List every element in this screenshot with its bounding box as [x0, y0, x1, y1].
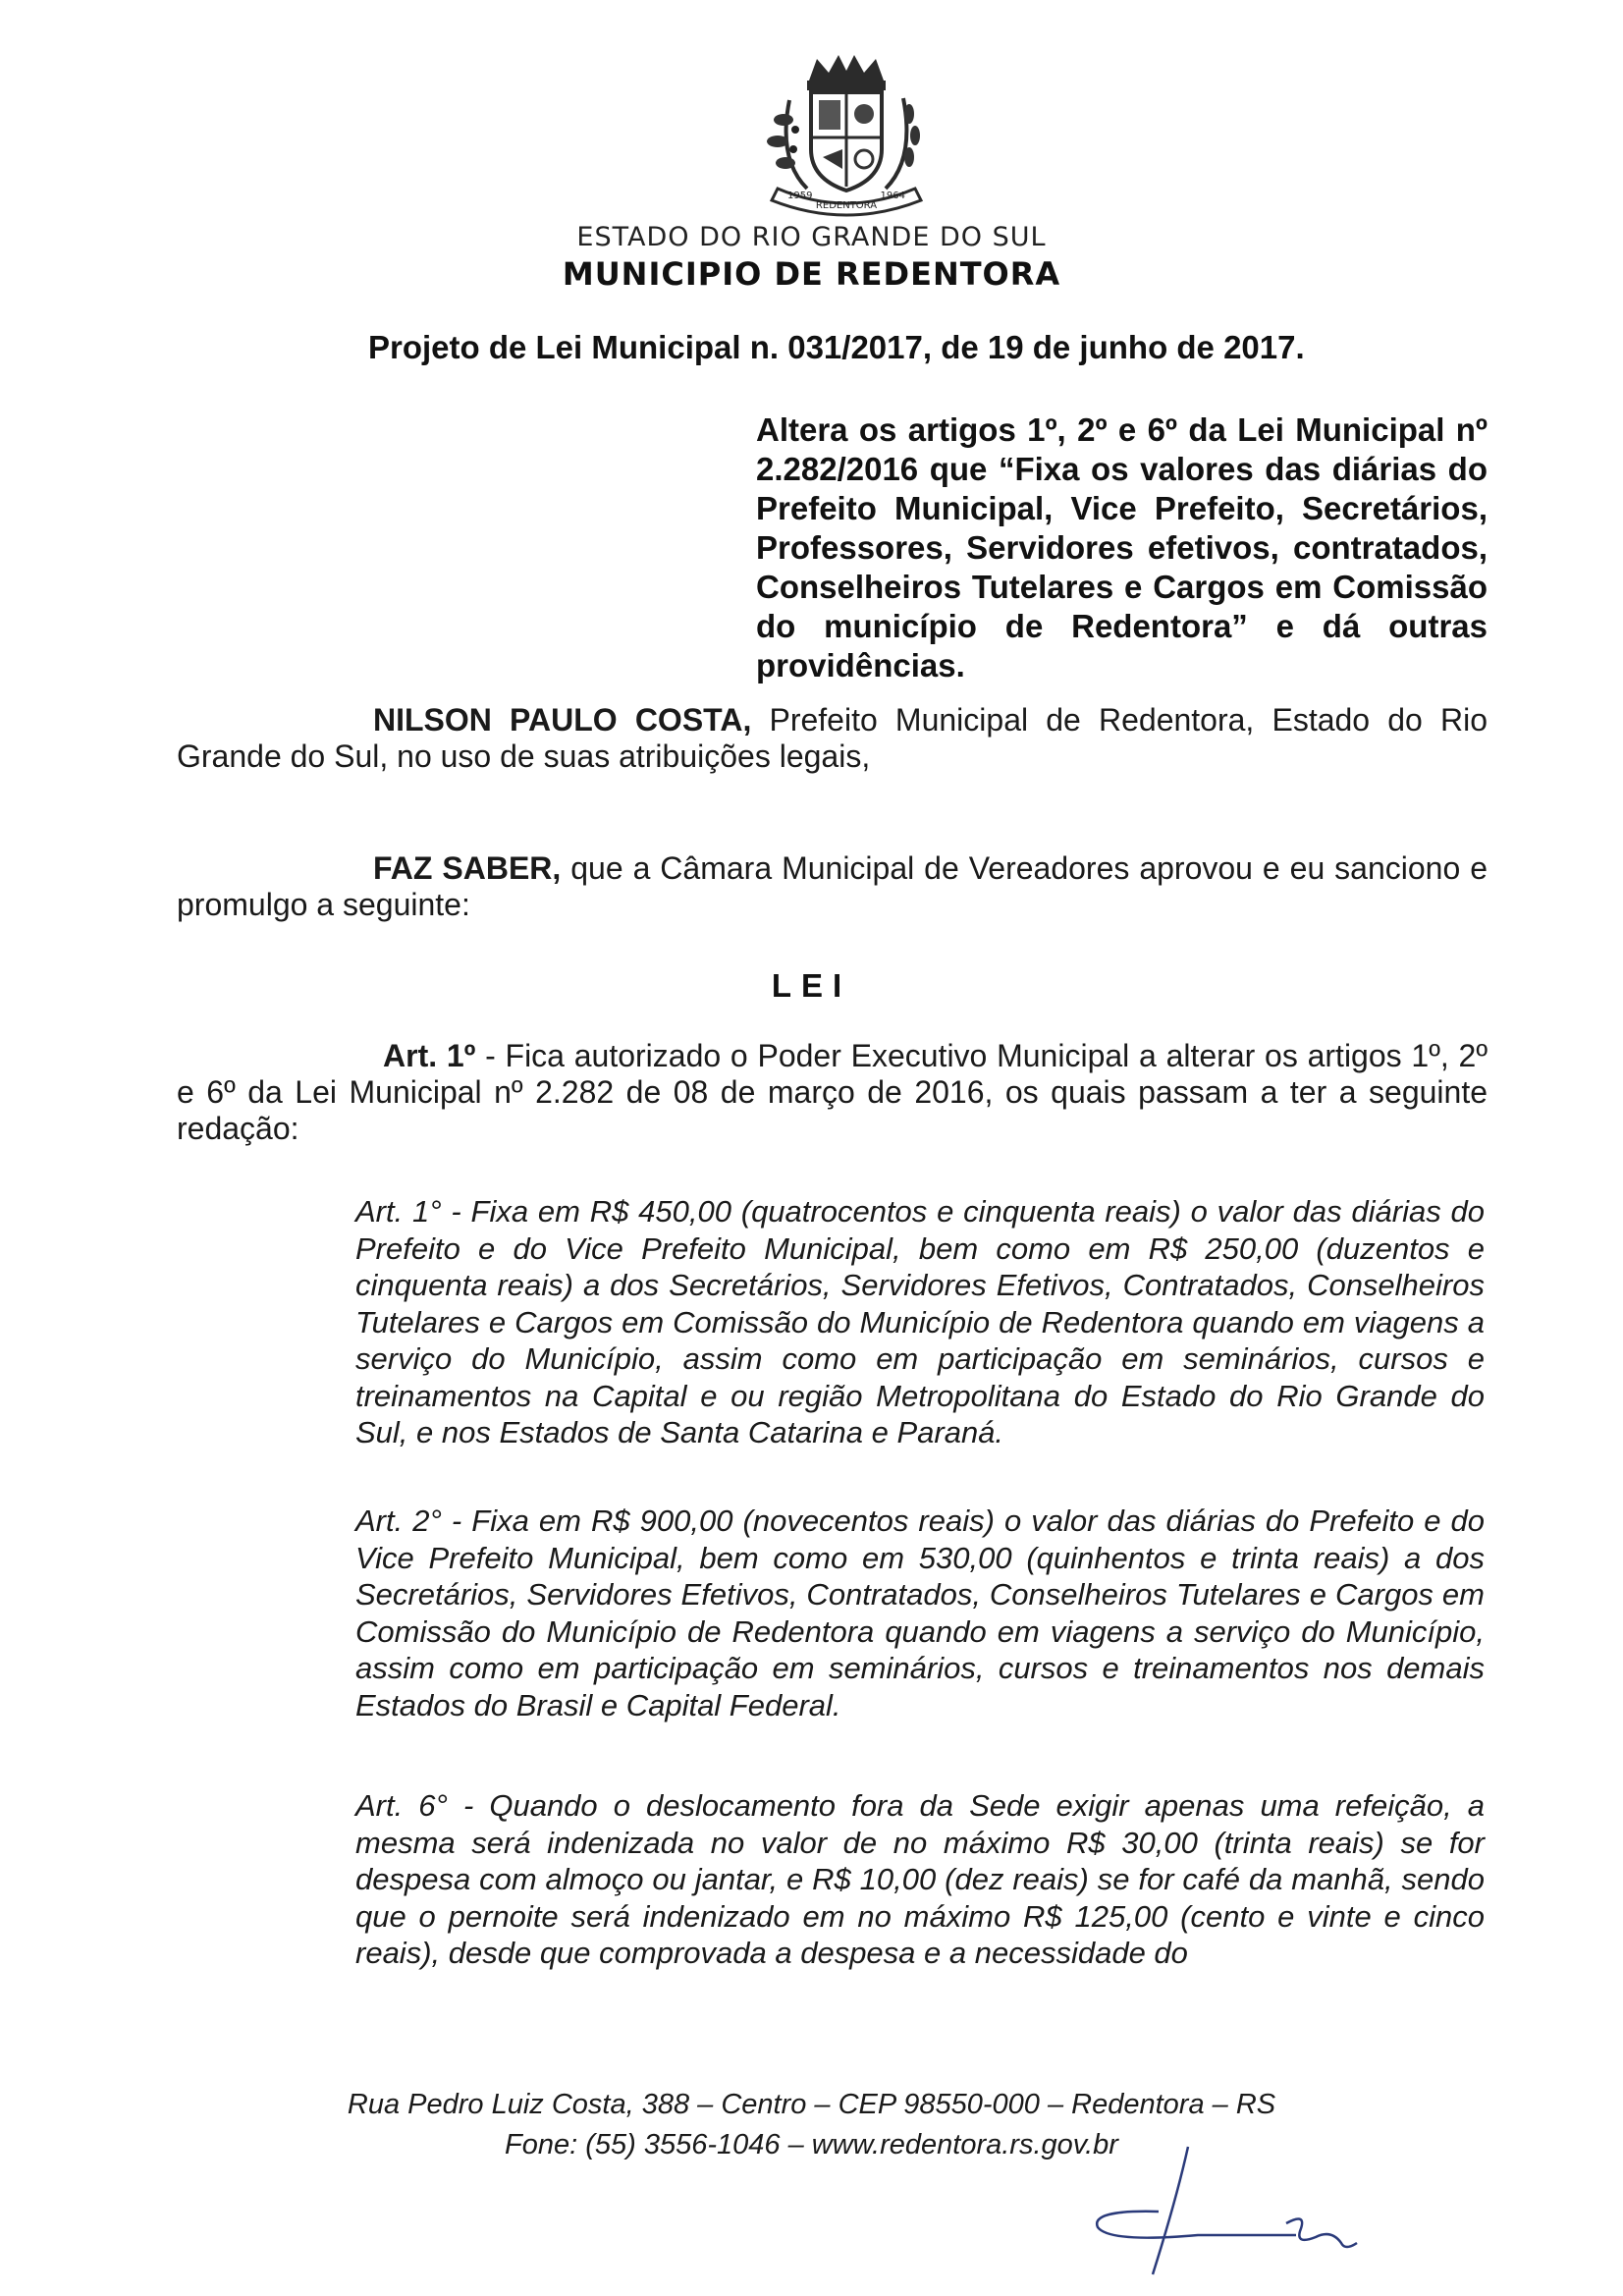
crest-year-left: 1959 [787, 191, 813, 201]
footer-address: Rua Pedro Luiz Costa, 388 – Centro – CEP 98550-000 – Redentora – RS [347, 2089, 1276, 2120]
preamble-text: Prefeito Municipal de Redentora, Estado do Rio Grande do Sul, no uso de suas atribuições legais, [177, 702, 1488, 774]
crest-year-right: 1964 [880, 191, 905, 201]
article-1-paragraph [177, 1038, 1488, 1147]
signature-mark [1051, 2141, 1375, 2288]
quoted-article-6: Art. 6° - Quando o deslocamento fora da Sede exigir apenas uma refeição, a mesma será indenizada no valor de no máximo R$ 30,00 (trinta reais) se for despesa com almoço ou jantar, e R$ 10,00 (dez reais) se for café da manhã, sendo que o pernoite será indenizado em no máximo R$ 125,00 (cento e vinte e cinco reais), desde que comprovada a despesa e a necessidade do [355, 1788, 1485, 1970]
quoted-article-2: Art. 2° - Fixa em R$ 900,00 (novecentos reais) o valor das diárias do Prefeito e do Vice Prefeito Municipal, bem como em 530,00 (quinhentos e trinta reais) a dos Secretários, Servidores Efetivos, Contratados, Conselheiros Tutelares e Cargos em Comissão do Município de Redentora quando em viagens a serviço do Município, assim como em participação em seminários, cursos e treinamentos nos demais Estados do Brasil e Capital Federal. [355, 1503, 1485, 1722]
footer-contact: Fone: (55) 3556-1046 – www.redentora.rs.gov.br [505, 2129, 1118, 2160]
law-heading: LEI [771, 967, 852, 1004]
municipality-name: MUNICIPIO DE REDENTORA [562, 255, 1061, 293]
crest-ribbon-text: REDENTORA [815, 200, 878, 211]
faz-saber-text: que a Câmara Municipal de Vereadores aprovou e eu sanciono e promulgo a seguinte: [177, 850, 1488, 922]
article-1-text: - Fica autorizado o Poder Executivo Municipal a alterar os artigos 1º, 2º e 6º da Lei Municipal nº 2.282 de 08 de março de 2016, os quais passam a ter a seguinte redação: [177, 1038, 1488, 1146]
mayor-name: NILSON PAULO COSTA, [373, 702, 752, 738]
article-1-lead: Art. 1º [383, 1038, 476, 1073]
faz-saber-paragraph [177, 850, 1488, 923]
state-name: ESTADO DO RIO GRANDE DO SUL [576, 222, 1047, 252]
municipal-coat-of-arms [748, 51, 945, 218]
bill-title: Projeto de Lei Municipal n. 031/2017, de 19 de junho de 2017. [368, 329, 1305, 365]
quoted-article-1: Art. 1° - Fixa em R$ 450,00 (quatrocentos e cinquenta reais) o valor das diárias do Prefeito e do Vice Prefeito Municipal, bem como em R$ 250,00 (duzentos e cinquenta reais) a dos Secretários, Servidores Efetivos, Contratados, Conselheiros Tutelares e Cargos em Comissão do Município de Redentora quando em viagens a serviço do Município, assim como em participação em seminários, cursos e treinamentos na Capital e ou região Metropolitana do Estado do Rio Grande do Sul, e nos Estados de Santa Catarina e Paraná. [355, 1194, 1485, 1449]
bill-summary: Altera os artigos 1º, 2º e 6º da Lei Municipal nº 2.282/2016 que “Fixa os valores das diárias do Prefeito Municipal, Vice Prefeito, Secretários, Professores, Servidores efetivos, contratados, Conselheiros Tutelares e Cargos em Comissão do município de Redentora” e dá outras providências. [756, 411, 1488, 683]
faz-saber-lead: FAZ SABER, [373, 850, 562, 886]
preamble-paragraph [177, 702, 1488, 775]
